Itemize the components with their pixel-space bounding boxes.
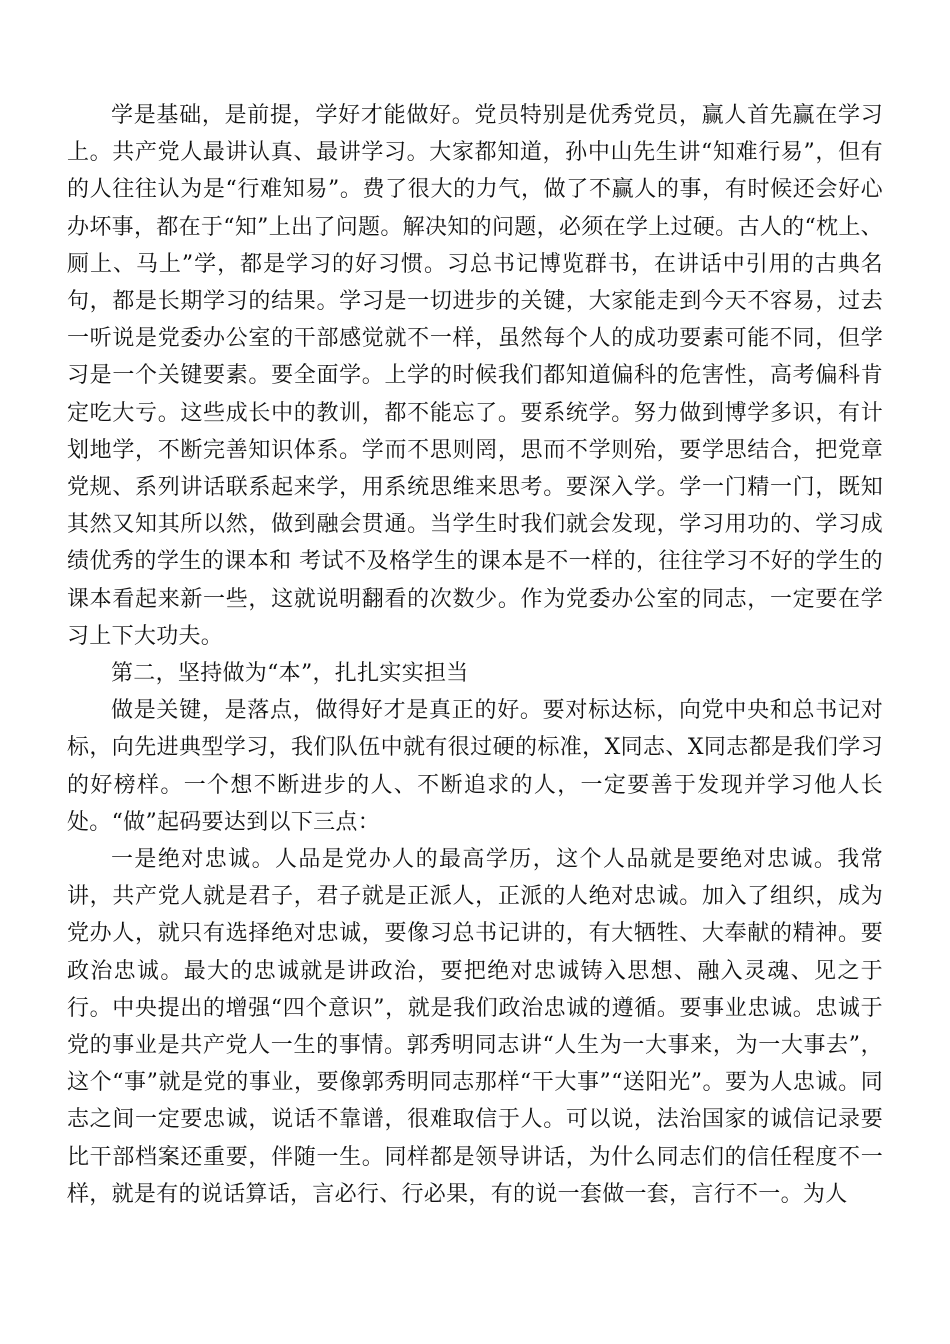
paragraph-absolute-loyalty: 一是绝对忠诚。人品是党办人的最高学历，这个人品就是要绝对忠诚。我常讲，共产党人就是君子，君子就是正派人，正派的人绝对忠诚。加入了组织，成为党办人，就只有选择绝对忠诚，要像习总书记讲的，有大牺牲、大奉献的精神。要政治忠诚。最大的忠诚就是讲政治，要把绝对忠诚铸入思想、融入灵魂、见之于行。中央提出的增强“四个意识”，就是我们政治忠诚的遵循。要事业忠诚。忠诚于党的事业是共产党人一生的事情。郭秀明同志讲“人生为一大事来，为一大事去”，这个“事”就是党的事业，要像郭秀明同志那样“干大事”“送阳光”。要为人忠诚。同志之间一定要忠诚，说话不靠谱，很难取信于人。可以说，法治国家的诚信记录要比干部档案还重要，伴随一生。同样都是领导讲话，为什么同志们的信任程度不一样，就是有的说话算话，言必行、行必果，有的说一套做一套，言行不一。为人: [67, 847, 883, 1207]
section-heading-second: 第二，坚持做为“本”，扎扎实实担当: [111, 661, 469, 687]
paragraph-study-foundation: 学是基础，是前提，学好才能做好。党员特别是优秀党员，赢人首先赢在学习上。共产党人最讲认真、最讲学习。大家都知道，孙中山先生讲“知难行易”，但有的人往往认为是“行难知易”。费了很大的力气，做了不赢人的事，有时候还会好心办坏事，都在于“知”上出了问题。解决知的问题，必须在学上过硬。古人的“枕上、厕上、马上”学，都是学习的好习惯。习总书记博览群书，在讲话中引用的古典名句，都是长期学习的结果。学习是一切进步的关键，大家能走到今天不容易，过去一听说是党委办公室的干部感觉就不一样，虽然每个人的成功要素可能不同，但学习是一个关键要素。要全面学。上学的时候我们都知道偏科的危害性，高考偏科肯定吃大亏。这些成长中的教训，都不能忘了。要系统学。努力做到博学多识，有计划地学，不断完善知识体系。学而不思则罔，思而不学则殆，要学思结合，把党章党规、系列讲话联系起来学，用系统思维来思考。要深入学。学一门精一门，既知其然又知其所以然，做到融会贯通。当学生时我们就会发现，学习用功的、学习成绩优秀的学生的课本和 考试不及格学生的课本是不一样的，往往学习不好的学生的课本看起来新一些，这就说明翻看的次数少。作为党委办公室的同志，一定要在学习上下大功夫。: [67, 103, 883, 649]
document-body: [67, 97, 883, 1213]
paragraph-doing-key: 做是关键，是落点，做得好才是真正的好。要对标达标，向党中央和总书记对标，向先进典型学习，我们队伍中就有很过硬的标准，X同志、X同志都是我们学习的好榜样。一个想不断进步的人、不断追求的人，一定要善于发现并学习他人长处。“做”起码要达到以下三点：: [67, 698, 883, 835]
